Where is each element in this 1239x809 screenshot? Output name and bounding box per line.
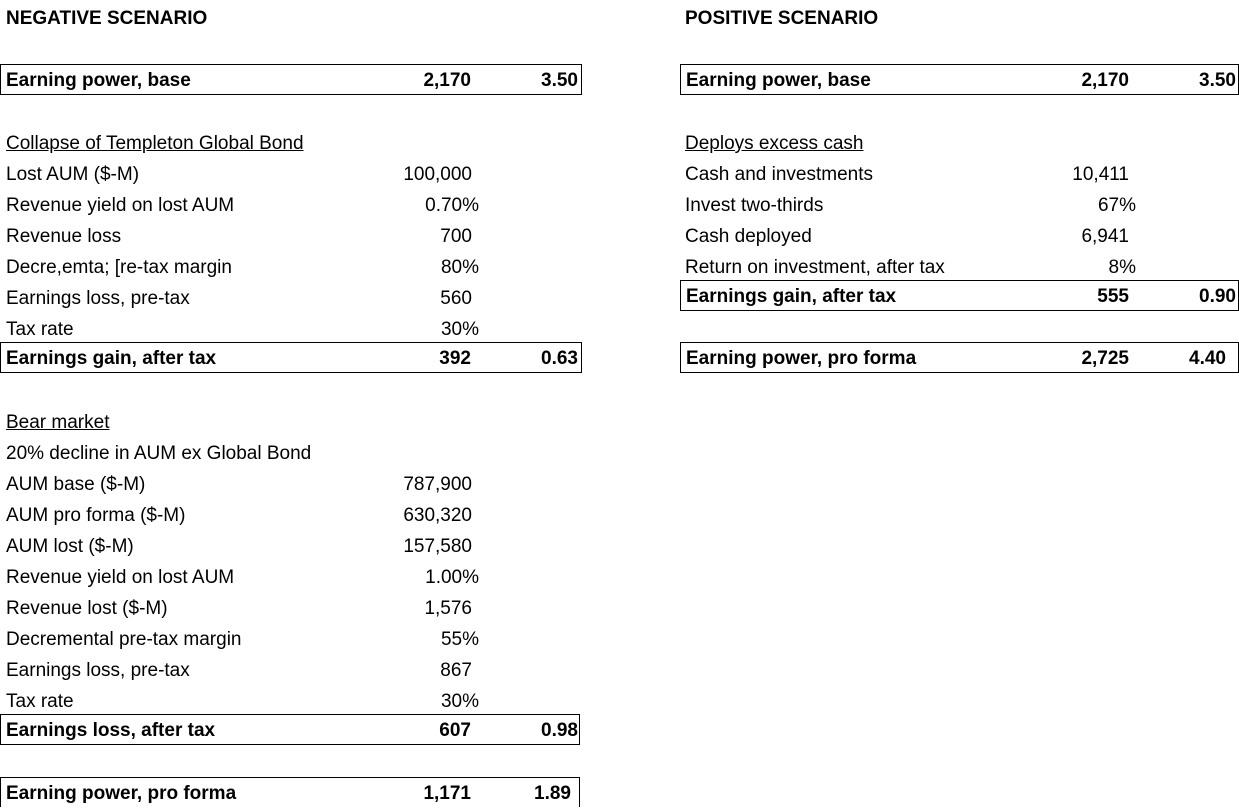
cash-total-row: Earnings gain, after tax 555 0.90 <box>680 280 1239 311</box>
templeton-row: Decre,emta; [re-tax margin 80% <box>6 257 479 278</box>
bear-total-row: Earnings loss, after tax 607 0.98 <box>0 714 580 745</box>
bear-row: Tax rate 30% <box>6 691 479 712</box>
templeton-row: Earnings loss, pre-tax 560 <box>6 288 472 309</box>
cash-row: Cash deployed 6,941 <box>685 226 1129 247</box>
bear-row: Revenue lost ($-M) 1,576 <box>6 598 472 619</box>
row-value: 2,170 <box>423 70 471 91</box>
bear-row: AUM base ($-M) 787,900 <box>6 474 472 495</box>
positive-pro-forma-row: Earning power, pro forma 2,725 4.40 <box>680 342 1239 373</box>
templeton-section-title: Collapse of Templeton Global Bond <box>6 133 304 154</box>
bear-row: AUM lost ($-M) 157,580 <box>6 536 472 557</box>
positive-scenario-heading: POSITIVE SCENARIO <box>685 8 879 29</box>
bear-section-subtitle: 20% decline in AUM ex Global Bond <box>6 443 312 464</box>
negative-base-row <box>0 64 582 95</box>
bear-row: AUM pro forma ($-M) 630,320 <box>6 505 472 526</box>
cash-row: Invest two-thirds 67% <box>685 195 1136 216</box>
row-label: Earning power, base <box>6 70 191 91</box>
bear-section-title: Bear market <box>6 412 110 433</box>
cash-section-title: Deploys excess cash <box>685 133 864 154</box>
bear-row: Earnings loss, pre-tax 867 <box>6 660 472 681</box>
cash-row: Cash and investments 10,411 <box>685 164 1129 185</box>
templeton-row: Lost AUM ($-M) 100,000 <box>6 164 472 185</box>
bear-row: Revenue yield on lost AUM 1.00% <box>6 567 479 588</box>
row-per-share: 3.50 <box>541 70 578 91</box>
templeton-row: Revenue loss 700 <box>6 226 472 247</box>
negative-pro-forma-row: Earning power, pro forma 1,171 1.89 <box>0 777 580 807</box>
templeton-row: Revenue yield on lost AUM 0.70% <box>6 195 479 216</box>
bear-row: Decremental pre-tax margin 55% <box>6 629 479 650</box>
positive-base-row: Earning power, base 2,170 3.50 <box>680 64 1239 95</box>
cash-row: Return on investment, after tax 8% <box>685 257 1136 278</box>
templeton-row: Tax rate 30% <box>6 319 479 340</box>
templeton-total-row: Earnings gain, after tax 392 0.63 <box>0 342 582 373</box>
negative-scenario-heading: NEGATIVE SCENARIO <box>6 8 208 29</box>
